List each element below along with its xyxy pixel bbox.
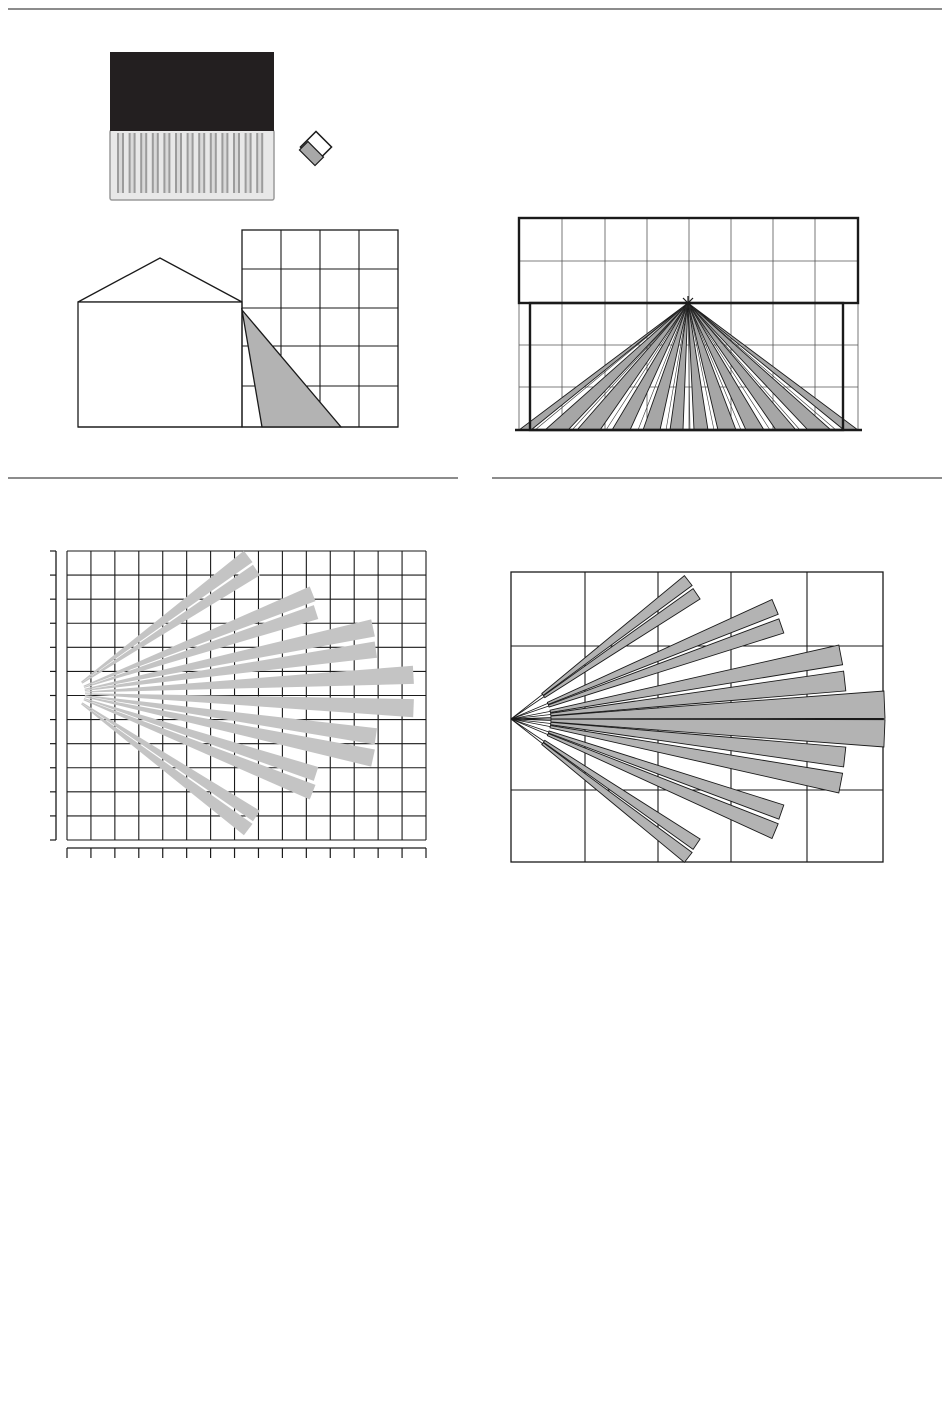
- house-roof: [78, 258, 242, 302]
- lens-rib-highlight: [247, 133, 250, 193]
- lens-rib-highlight: [200, 133, 203, 193]
- lens-module-cap: [110, 52, 274, 131]
- curtain-pattern-figure: [515, 218, 862, 430]
- ceiling-band: [519, 218, 858, 303]
- wide-angle-zones: [81, 551, 414, 835]
- side-view-figure: [78, 230, 398, 427]
- lens-rib-highlight: [165, 133, 168, 193]
- house-wall: [78, 302, 242, 427]
- simple-zone-ray: [511, 719, 543, 744]
- side-detection-zone: [242, 310, 341, 427]
- lens-rib-highlight: [177, 133, 180, 193]
- simple-zone-ray: [511, 694, 543, 719]
- wide-angle-simplified-figure: [511, 572, 885, 862]
- wide-angle-grid-figure: [50, 551, 426, 858]
- lens-rib-highlight: [142, 133, 145, 193]
- lens-figure: [110, 52, 333, 200]
- lens-rib-highlight: [235, 133, 238, 193]
- detector-icon: [298, 131, 332, 165]
- lens-rib-highlight: [119, 133, 122, 193]
- detector-star-icon: [681, 296, 695, 310]
- lens-rib-highlight: [131, 133, 134, 193]
- lens-rib-highlight: [223, 133, 226, 193]
- lens-rib-highlight: [212, 133, 215, 193]
- lens-rib-highlight: [258, 133, 261, 193]
- lens-rib-highlight: [154, 133, 157, 193]
- lens-rib-highlight: [189, 133, 192, 193]
